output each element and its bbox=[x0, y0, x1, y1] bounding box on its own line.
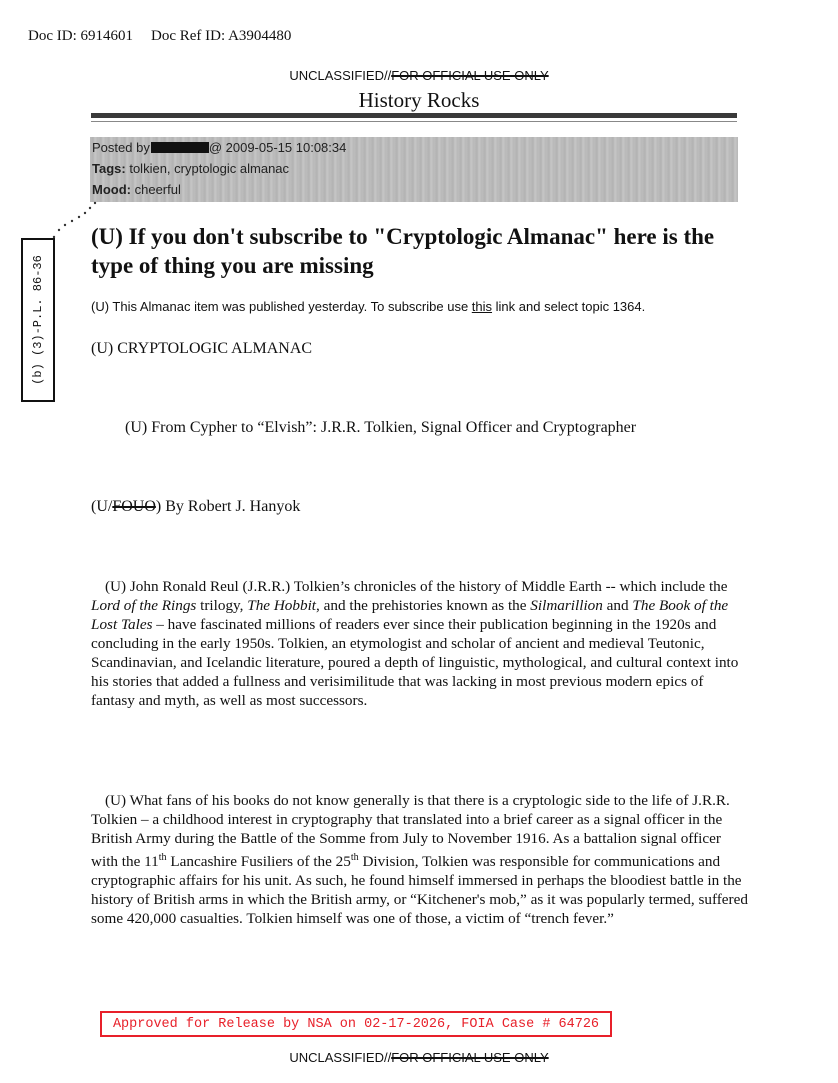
release-stamp bbox=[100, 1011, 612, 1037]
doc-id: Doc ID: 6914601 bbox=[28, 28, 133, 44]
exemption-label: (b) (3)-P.L. 86-36 bbox=[31, 255, 45, 385]
tags-line bbox=[92, 161, 289, 176]
paragraph-1: (U) John Ronald Reul (J.R.R.) Tolkien’s chronicles of the history of Middle Earth -- which include the Lord of the Rings trilogy, The Hobbit, and the prehistories known as the Silmarillion and The Book of the Lost Tales – have fascinated millions of readers ever since their publication beginning in the 1920s and concluding in the early 1950s. Tolkien, an etymologist and scholar of ancient and medieval Teutonic, Scandinavian, and Icelandic literature, poured a depth of linguistic, mythological, and cultural context into his stories that added a fullness and verisimilitude that was lacking in most previous modern epics of fantasy and myth, as well as most successors. bbox=[91, 578, 739, 709]
site-title: History Rocks bbox=[358, 88, 480, 112]
title-lord-of-the-rings: Lord of the Rings bbox=[91, 597, 197, 614]
intro-text-tail: link and select topic 1364. bbox=[492, 299, 646, 314]
title-rule-thin bbox=[91, 121, 737, 122]
tags-label: Tags: bbox=[92, 161, 126, 176]
byline-author: ) By Robert J. Hanyok bbox=[155, 498, 301, 515]
post-meta-box bbox=[90, 137, 738, 202]
classification-banner-top bbox=[0, 68, 838, 83]
title-rule bbox=[91, 113, 737, 118]
posted-timestamp: @ 2009-05-15 10:08:34 bbox=[208, 140, 347, 155]
article-title: (U) From Cypher to “Elvish”: J.R.R. Tolkien, Signal Officer and Cryptographer bbox=[125, 419, 637, 436]
post-headline: (U) If you don't subscribe to "Cryptologic Almanac" here is the type of thing you are missing bbox=[91, 224, 715, 278]
doc-ref-id: Doc Ref ID: A3904480 bbox=[151, 28, 292, 44]
section-label: (U) CRYPTOLOGIC ALMANAC bbox=[91, 340, 313, 357]
title-the-hobbit: The Hobbit bbox=[247, 597, 317, 614]
posted-by-line bbox=[92, 140, 346, 155]
document-id-header bbox=[28, 28, 291, 45]
classification-level-bottom: UNCLASSIFIED// bbox=[289, 1050, 392, 1065]
release-stamp-text: Approved for Release by NSA on 02-17-2026, FOIA Case # 64726 bbox=[112, 1016, 600, 1032]
byline-prefix: (U/ bbox=[91, 498, 113, 515]
redacted-author bbox=[151, 142, 209, 153]
byline bbox=[91, 498, 300, 516]
posted-by-label: Posted by bbox=[92, 140, 150, 155]
intro-line bbox=[91, 299, 645, 314]
classification-banner-bottom bbox=[0, 1050, 838, 1065]
exemption-box bbox=[21, 238, 55, 402]
title-book-of-lost-tales: The Book of the Lost Tales bbox=[91, 597, 729, 633]
mood-value: cheerful bbox=[134, 182, 181, 197]
classification-caveat-struck: FOR OFFICIAL USE ONLY bbox=[391, 68, 549, 83]
mood-label: Mood: bbox=[92, 182, 131, 197]
classification-level: UNCLASSIFIED// bbox=[289, 68, 392, 83]
title-silmarillion: Silmarillion bbox=[530, 597, 603, 614]
classification-caveat-struck-bottom: FOR OFFICIAL USE ONLY bbox=[391, 1050, 549, 1065]
mood-line bbox=[92, 182, 181, 197]
byline-struck-marking: FOUO bbox=[112, 498, 156, 515]
tags-value[interactable]: tolkien, cryptologic almanac bbox=[129, 161, 290, 176]
intro-text: (U) This Almanac item was published yesterday. To subscribe use bbox=[91, 299, 472, 314]
subscribe-link[interactable]: this bbox=[471, 299, 493, 314]
paragraph-2: (U) What fans of his books do not know generally is that there is a cryptologic side to the life of J.R.R. Tolkien – a childhood interest in cryptography that translated into a brief career as a signal officer in the British Army during the Battle of the Somme from July to November 1916. As a battalion signal officer with the 11th Lancashire Fusiliers of the 25th Division, Tolkien was responsible for communications and cryptographic affairs for his unit. As such, he found himself immersed in perhaps the bloodiest battle in the history of British arms in which the British army, or “Kitchener's mob,” as it was popularly termed, suffered some 420,000 casualties. Tolkien himself was one of those, a victim of “trench fever.” bbox=[91, 792, 748, 928]
